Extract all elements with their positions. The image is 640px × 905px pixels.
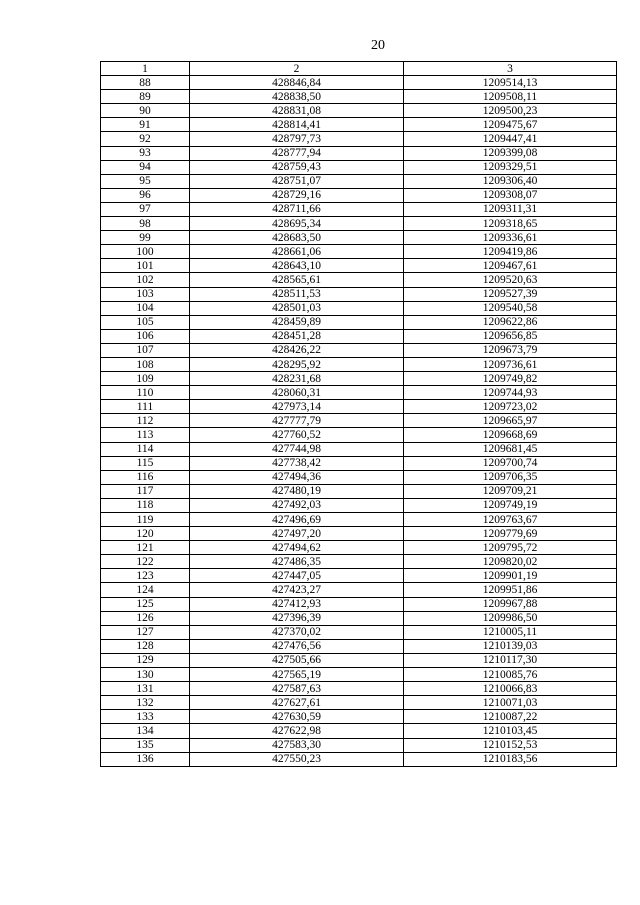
cell-x: 428426,22 bbox=[190, 343, 404, 357]
cell-x: 427447,05 bbox=[190, 569, 404, 583]
table-row bbox=[101, 513, 617, 527]
cell-x: 427370,02 bbox=[190, 625, 404, 639]
cell-x: 428846,84 bbox=[190, 76, 404, 90]
cell-y: 1209673,79 bbox=[404, 343, 617, 357]
cell-y: 1209706,35 bbox=[404, 470, 617, 484]
cell-point-number: 129 bbox=[101, 653, 190, 667]
cell-y: 1210139,03 bbox=[404, 639, 617, 653]
cell-point-number: 114 bbox=[101, 442, 190, 456]
cell-point-number: 97 bbox=[101, 202, 190, 216]
cell-x: 427627,61 bbox=[190, 696, 404, 710]
cell-x: 428501,03 bbox=[190, 301, 404, 315]
table-row bbox=[101, 484, 617, 498]
cell-y: 1209399,08 bbox=[404, 146, 617, 160]
cell-x: 428759,43 bbox=[190, 160, 404, 174]
table-row bbox=[101, 611, 617, 625]
cell-point-number: 108 bbox=[101, 357, 190, 371]
table-row bbox=[101, 555, 617, 569]
cell-x: 428838,50 bbox=[190, 90, 404, 104]
cell-x: 428683,50 bbox=[190, 231, 404, 245]
table-row bbox=[101, 724, 617, 738]
cell-y: 1209749,19 bbox=[404, 498, 617, 512]
cell-x: 427396,39 bbox=[190, 611, 404, 625]
table-row bbox=[101, 541, 617, 555]
cell-y: 1209681,45 bbox=[404, 442, 617, 456]
cell-point-number: 136 bbox=[101, 752, 190, 766]
table-row bbox=[101, 217, 617, 231]
cell-y: 1209306,40 bbox=[404, 174, 617, 188]
cell-y: 1210085,76 bbox=[404, 668, 617, 682]
cell-point-number: 118 bbox=[101, 498, 190, 512]
cell-x: 427480,19 bbox=[190, 484, 404, 498]
cell-x: 428695,34 bbox=[190, 217, 404, 231]
table-row bbox=[101, 146, 617, 160]
table-row bbox=[101, 90, 617, 104]
table-row bbox=[101, 569, 617, 583]
cell-point-number: 134 bbox=[101, 724, 190, 738]
cell-point-number: 107 bbox=[101, 343, 190, 357]
table-row bbox=[101, 668, 617, 682]
cell-point-number: 98 bbox=[101, 217, 190, 231]
cell-y: 1209520,63 bbox=[404, 273, 617, 287]
cell-x: 427423,27 bbox=[190, 583, 404, 597]
cell-x: 427973,14 bbox=[190, 400, 404, 414]
cell-y: 1209736,61 bbox=[404, 357, 617, 371]
table-row bbox=[101, 357, 617, 371]
cell-point-number: 126 bbox=[101, 611, 190, 625]
cell-point-number: 88 bbox=[101, 76, 190, 90]
cell-x: 428797,73 bbox=[190, 132, 404, 146]
cell-x: 427760,52 bbox=[190, 428, 404, 442]
table-row bbox=[101, 132, 617, 146]
table-row bbox=[101, 188, 617, 202]
cell-point-number: 125 bbox=[101, 597, 190, 611]
cell-y: 1209700,74 bbox=[404, 456, 617, 470]
cell-point-number: 115 bbox=[101, 456, 190, 470]
cell-y: 1209467,61 bbox=[404, 259, 617, 273]
cell-point-number: 105 bbox=[101, 315, 190, 329]
cell-point-number: 120 bbox=[101, 527, 190, 541]
cell-point-number: 132 bbox=[101, 696, 190, 710]
table-row bbox=[101, 470, 617, 484]
cell-point-number: 116 bbox=[101, 470, 190, 484]
table-row bbox=[101, 329, 617, 343]
cell-x: 428060,31 bbox=[190, 386, 404, 400]
table-row bbox=[101, 583, 617, 597]
cell-x: 428777,94 bbox=[190, 146, 404, 160]
table-header-row bbox=[101, 62, 617, 76]
table-row bbox=[101, 639, 617, 653]
cell-point-number: 110 bbox=[101, 386, 190, 400]
cell-y: 1209311,31 bbox=[404, 202, 617, 216]
cell-y: 1209951,86 bbox=[404, 583, 617, 597]
cell-point-number: 135 bbox=[101, 738, 190, 752]
cell-point-number: 103 bbox=[101, 287, 190, 301]
header-cell-x: 2 bbox=[190, 62, 404, 76]
cell-x: 427777,79 bbox=[190, 414, 404, 428]
cell-x: 427587,63 bbox=[190, 682, 404, 696]
cell-point-number: 94 bbox=[101, 160, 190, 174]
cell-x: 427497,20 bbox=[190, 527, 404, 541]
cell-y: 1209622,86 bbox=[404, 315, 617, 329]
cell-x: 427630,59 bbox=[190, 710, 404, 724]
cell-y: 1209329,51 bbox=[404, 160, 617, 174]
coordinates-table-body bbox=[101, 62, 617, 767]
cell-point-number: 121 bbox=[101, 541, 190, 555]
cell-x: 428643,10 bbox=[190, 259, 404, 273]
cell-x: 427494,62 bbox=[190, 541, 404, 555]
cell-y: 1210117,30 bbox=[404, 653, 617, 667]
cell-x: 427476,56 bbox=[190, 639, 404, 653]
table-row bbox=[101, 682, 617, 696]
table-row bbox=[101, 273, 617, 287]
table-row bbox=[101, 287, 617, 301]
table-row bbox=[101, 400, 617, 414]
cell-y: 1209749,82 bbox=[404, 372, 617, 386]
table-row bbox=[101, 498, 617, 512]
cell-x: 428831,08 bbox=[190, 104, 404, 118]
cell-y: 1209527,39 bbox=[404, 287, 617, 301]
cell-point-number: 122 bbox=[101, 555, 190, 569]
table-row bbox=[101, 653, 617, 667]
cell-point-number: 123 bbox=[101, 569, 190, 583]
cell-x: 428295,92 bbox=[190, 357, 404, 371]
cell-y: 1209665,97 bbox=[404, 414, 617, 428]
table-row bbox=[101, 160, 617, 174]
cell-y: 1209668,69 bbox=[404, 428, 617, 442]
cell-y: 1209986,50 bbox=[404, 611, 617, 625]
cell-x: 428729,16 bbox=[190, 188, 404, 202]
cell-y: 1209419,86 bbox=[404, 245, 617, 259]
table-row bbox=[101, 174, 617, 188]
cell-x: 428661,06 bbox=[190, 245, 404, 259]
cell-point-number: 130 bbox=[101, 668, 190, 682]
table-row bbox=[101, 710, 617, 724]
cell-point-number: 99 bbox=[101, 231, 190, 245]
cell-point-number: 101 bbox=[101, 259, 190, 273]
coordinates-table bbox=[100, 61, 617, 767]
cell-x: 428711,66 bbox=[190, 202, 404, 216]
cell-point-number: 113 bbox=[101, 428, 190, 442]
cell-point-number: 90 bbox=[101, 104, 190, 118]
cell-x: 427744,98 bbox=[190, 442, 404, 456]
cell-point-number: 92 bbox=[101, 132, 190, 146]
cell-point-number: 133 bbox=[101, 710, 190, 724]
table-row bbox=[101, 696, 617, 710]
cell-y: 1210071,03 bbox=[404, 696, 617, 710]
cell-point-number: 119 bbox=[101, 513, 190, 527]
header-cell-point-number: 1 bbox=[101, 62, 190, 76]
cell-y: 1209744,93 bbox=[404, 386, 617, 400]
cell-x: 427494,36 bbox=[190, 470, 404, 484]
table-row bbox=[101, 231, 617, 245]
table-row bbox=[101, 442, 617, 456]
table-row bbox=[101, 76, 617, 90]
cell-point-number: 112 bbox=[101, 414, 190, 428]
cell-x: 428814,41 bbox=[190, 118, 404, 132]
cell-x: 427486,35 bbox=[190, 555, 404, 569]
cell-point-number: 100 bbox=[101, 245, 190, 259]
cell-y: 1210005,11 bbox=[404, 625, 617, 639]
table-row bbox=[101, 456, 617, 470]
table-row bbox=[101, 527, 617, 541]
cell-x: 427738,42 bbox=[190, 456, 404, 470]
cell-y: 1209709,21 bbox=[404, 484, 617, 498]
cell-x: 427565,19 bbox=[190, 668, 404, 682]
cell-point-number: 104 bbox=[101, 301, 190, 315]
cell-point-number: 106 bbox=[101, 329, 190, 343]
cell-x: 427550,23 bbox=[190, 752, 404, 766]
cell-x: 427412,93 bbox=[190, 597, 404, 611]
cell-y: 1209540,58 bbox=[404, 301, 617, 315]
table-row bbox=[101, 202, 617, 216]
table-row bbox=[101, 104, 617, 118]
cell-point-number: 111 bbox=[101, 400, 190, 414]
cell-x: 428751,07 bbox=[190, 174, 404, 188]
table-row bbox=[101, 372, 617, 386]
cell-x: 427492,03 bbox=[190, 498, 404, 512]
cell-y: 1209308,07 bbox=[404, 188, 617, 202]
header-cell-y: 3 bbox=[404, 62, 617, 76]
cell-y: 1209508,11 bbox=[404, 90, 617, 104]
cell-y: 1209447,41 bbox=[404, 132, 617, 146]
cell-y: 1210066,83 bbox=[404, 682, 617, 696]
table-row bbox=[101, 752, 617, 766]
cell-y: 1209820,02 bbox=[404, 555, 617, 569]
cell-y: 1209779,69 bbox=[404, 527, 617, 541]
cell-x: 428565,61 bbox=[190, 273, 404, 287]
cell-x: 427622,98 bbox=[190, 724, 404, 738]
cell-point-number: 91 bbox=[101, 118, 190, 132]
cell-y: 1209901,19 bbox=[404, 569, 617, 583]
cell-x: 427505,66 bbox=[190, 653, 404, 667]
cell-y: 1210152,53 bbox=[404, 738, 617, 752]
table-row bbox=[101, 245, 617, 259]
cell-y: 1209500,23 bbox=[404, 104, 617, 118]
cell-x: 428511,53 bbox=[190, 287, 404, 301]
cell-point-number: 102 bbox=[101, 273, 190, 287]
cell-y: 1209514,13 bbox=[404, 76, 617, 90]
cell-y: 1209336,61 bbox=[404, 231, 617, 245]
cell-y: 1209656,85 bbox=[404, 329, 617, 343]
cell-y: 1209763,67 bbox=[404, 513, 617, 527]
cell-y: 1209795,72 bbox=[404, 541, 617, 555]
cell-x: 427583,30 bbox=[190, 738, 404, 752]
table-row bbox=[101, 738, 617, 752]
cell-point-number: 109 bbox=[101, 372, 190, 386]
cell-x: 427496,69 bbox=[190, 513, 404, 527]
table-row bbox=[101, 315, 617, 329]
cell-point-number: 117 bbox=[101, 484, 190, 498]
cell-point-number: 89 bbox=[101, 90, 190, 104]
cell-y: 1210183,56 bbox=[404, 752, 617, 766]
cell-point-number: 128 bbox=[101, 639, 190, 653]
table-row bbox=[101, 301, 617, 315]
cell-point-number: 96 bbox=[101, 188, 190, 202]
table-row bbox=[101, 118, 617, 132]
cell-x: 428231,68 bbox=[190, 372, 404, 386]
cell-y: 1209475,67 bbox=[404, 118, 617, 132]
cell-x: 428459,89 bbox=[190, 315, 404, 329]
cell-point-number: 131 bbox=[101, 682, 190, 696]
cell-point-number: 124 bbox=[101, 583, 190, 597]
cell-point-number: 127 bbox=[101, 625, 190, 639]
cell-y: 1210087,22 bbox=[404, 710, 617, 724]
table-row bbox=[101, 597, 617, 611]
table-row bbox=[101, 625, 617, 639]
table-row bbox=[101, 259, 617, 273]
cell-point-number: 95 bbox=[101, 174, 190, 188]
table-row bbox=[101, 428, 617, 442]
cell-y: 1209723,02 bbox=[404, 400, 617, 414]
cell-y: 1210103,45 bbox=[404, 724, 617, 738]
cell-point-number: 93 bbox=[101, 146, 190, 160]
page-number: 20 bbox=[371, 38, 385, 53]
table-row bbox=[101, 343, 617, 357]
cell-x: 428451,28 bbox=[190, 329, 404, 343]
table-row bbox=[101, 414, 617, 428]
cell-y: 1209967,88 bbox=[404, 597, 617, 611]
cell-y: 1209318,65 bbox=[404, 217, 617, 231]
table-row bbox=[101, 386, 617, 400]
